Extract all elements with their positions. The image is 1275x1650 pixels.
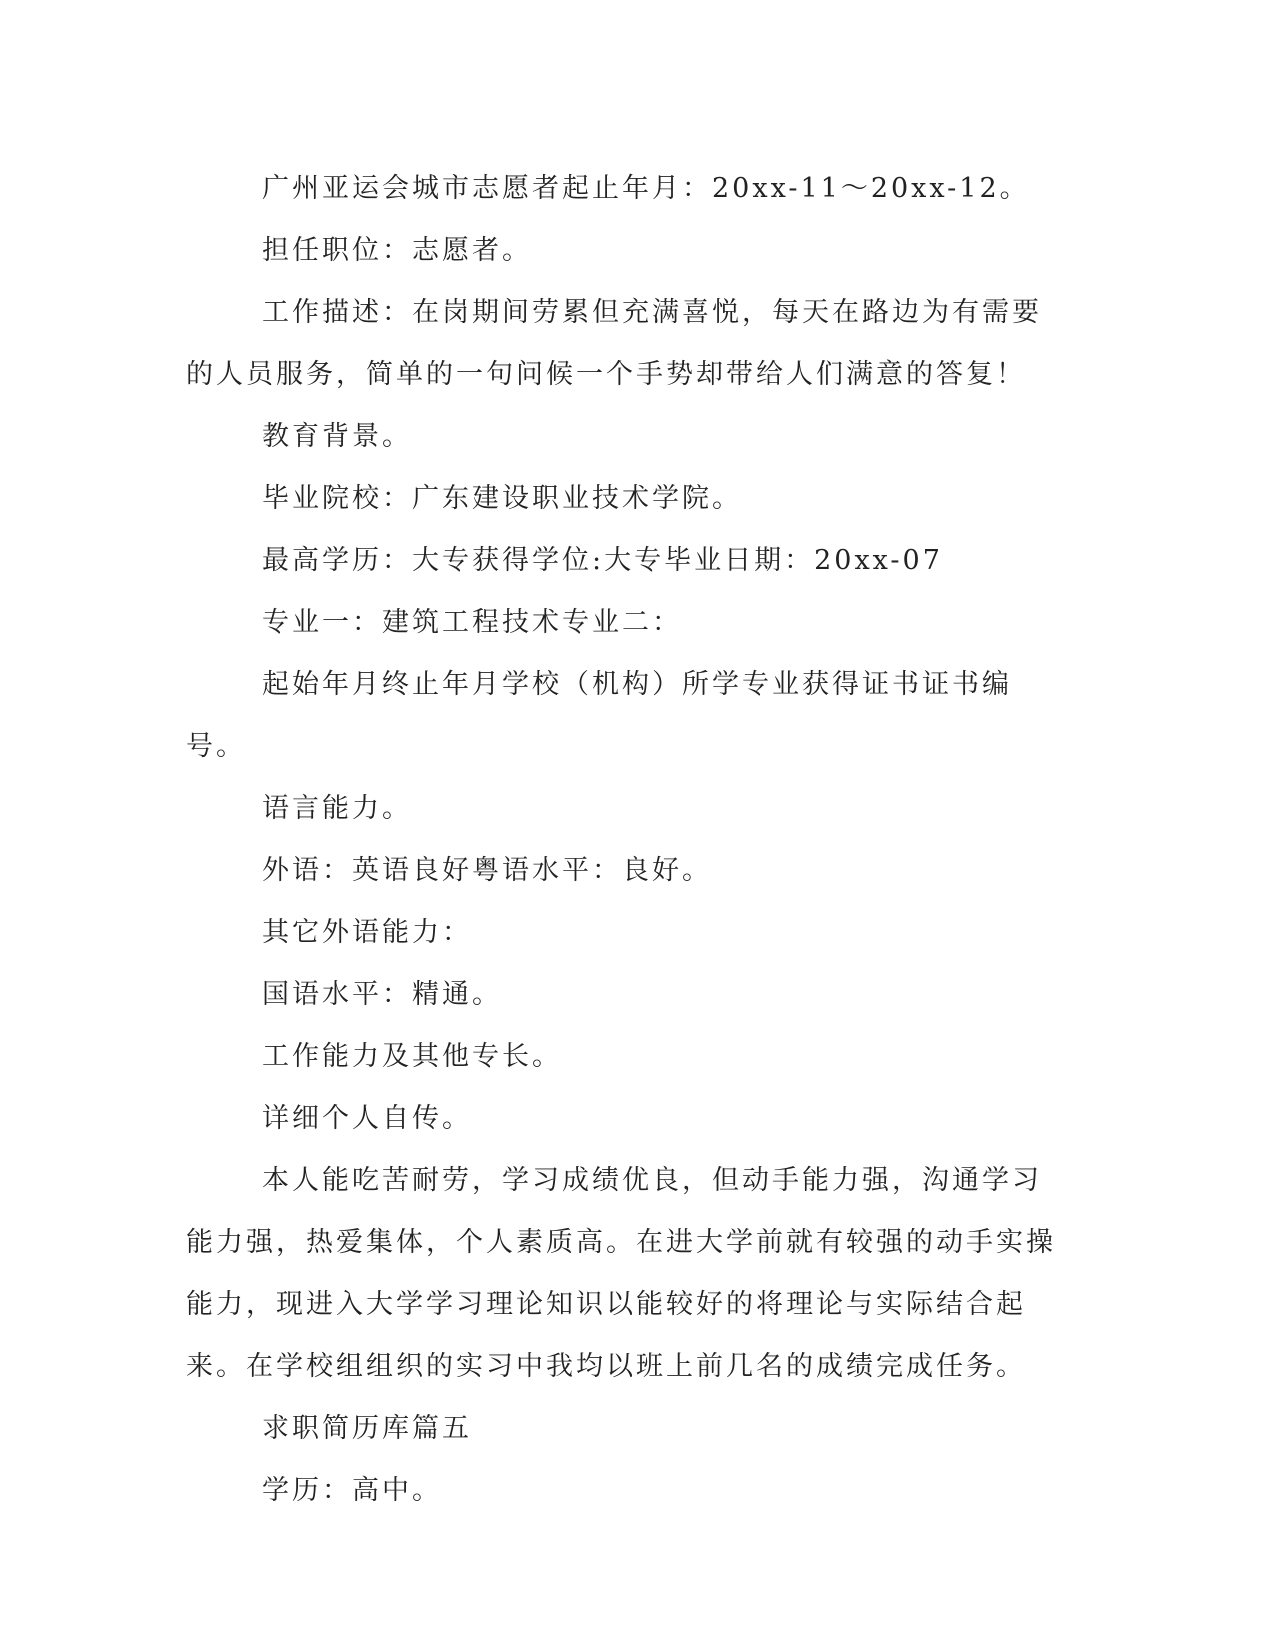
paragraph-other-language: 其它外语能力： <box>262 917 472 948</box>
paragraph-degree: 最高学历：大专获得学位:大专毕业日期：20xx-07 <box>262 545 943 576</box>
paragraph-work-description: 工作描述：在岗期间劳累但充满喜悦，每天在路边为有需要的人员服务，简单的一句问候一个手势却带给人们满意的答复！ <box>186 297 1042 390</box>
paragraph-education-level: 学历：高中。 <box>262 1475 442 1506</box>
paragraph-major: 专业一：建筑工程技术专业二： <box>262 607 682 638</box>
paragraph-school: 毕业院校：广东建设职业技术学院。 <box>262 483 742 514</box>
document-body <box>186 158 1066 1522</box>
paragraph-language-heading: 语言能力。 <box>262 793 412 824</box>
paragraph-education-heading: 教育背景。 <box>262 421 412 452</box>
paragraph-volunteer-period: 广州亚运会城市志愿者起止年月：20xx-11～20xx-12。 <box>262 173 1030 204</box>
paragraph-certificate-columns: 起始年月终止年月学校（机构）所学专业获得证书证书编号。 <box>186 669 1012 762</box>
paragraph-position: 担任职位：志愿者。 <box>262 235 532 266</box>
paragraph-self-description: 本人能吃苦耐劳，学习成绩优良，但动手能力强，沟通学习能力强，热爱集体，个人素质高。在进大学前就有较强的动手实操能力，现进入大学学习理论知识以能较好的将理论与实际结合起来。在学校组组织的实习中我均以班上前几名的成绩完成任务。 <box>186 1165 1056 1382</box>
paragraph-mandarin: 国语水平：精通。 <box>262 979 502 1010</box>
paragraph-foreign-language: 外语：英语良好粤语水平：良好。 <box>262 855 712 886</box>
paragraph-section-title: 求职简历库篇五 <box>262 1413 472 1444</box>
paragraph-skills-heading: 工作能力及其他专长。 <box>262 1041 562 1072</box>
paragraph-autobiography-heading: 详细个人自传。 <box>262 1103 472 1134</box>
